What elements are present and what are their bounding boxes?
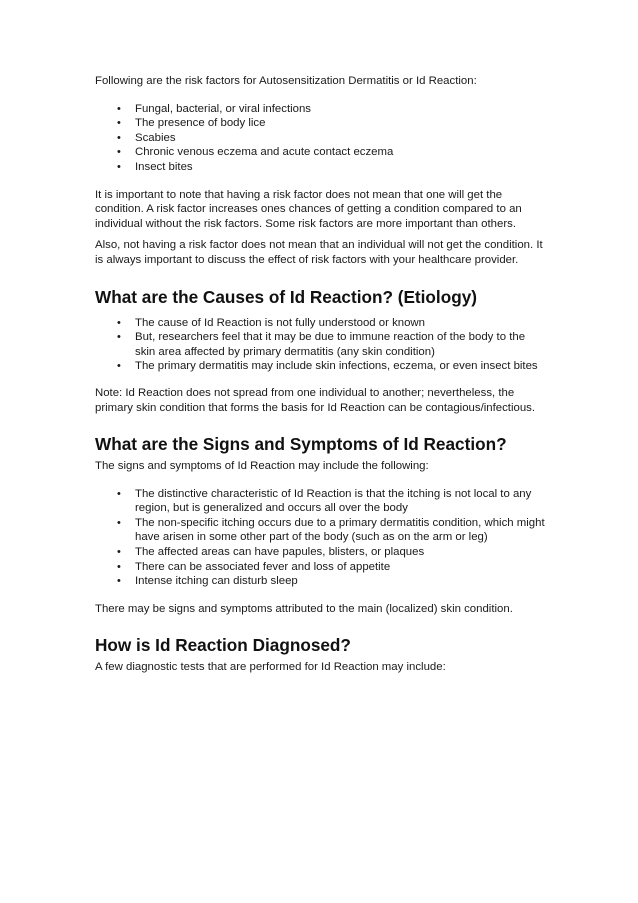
list-item: • Intense itching can disturb sleep (95, 574, 545, 589)
list-item: • Scabies (95, 131, 545, 146)
symptoms-list (95, 487, 545, 589)
list-item: • Chronic venous eczema and acute contact eczema (95, 145, 545, 160)
causes-note: Note: Id Reaction does not spread from one individual to another; nevertheless, the primary skin condition that forms the basis for Id Reaction can be contagious/infectious. (95, 386, 536, 414)
section-heading-symptoms: What are the Signs and Symptoms of Id Reaction? (95, 434, 507, 455)
symptoms-note: There may be signs and symptoms attributed to the main (localized) skin condition. (95, 602, 513, 615)
risk-note-paragraph: It is important to note that having a risk factor does not mean that one will get the condition. A risk factor increases ones chances of getting a condition compared to an individual without the risk factors. Some risk factors are more important than others. (95, 188, 522, 230)
list-item: • The non-specific itching occurs due to a primary dermatitis condition, which might have arisen in some other part of the body (such as on the arm or leg) (95, 516, 545, 545)
causes-list (95, 316, 545, 374)
risk-intro: Following are the risk factors for Autosensitization Dermatitis or Id Reaction: (95, 75, 477, 87)
list-item: • The presence of body lice (95, 116, 545, 131)
list-item: • The distinctive characteristic of Id Reaction is that the itching is not local to any region, but is generalized and occurs all over the body (95, 487, 545, 516)
list-item: • Insect bites (95, 160, 545, 175)
diagnosis-intro: A few diagnostic tests that are performed for Id Reaction may include: (95, 661, 446, 674)
list-item: • The primary dermatitis may include skin infections, eczema, or even insect bites (95, 359, 545, 374)
list-item: • The cause of Id Reaction is not fully understood or known (95, 316, 545, 331)
list-item: • Fungal, bacterial, or viral infections (95, 102, 545, 117)
document-page (95, 74, 545, 675)
list-item: • There can be associated fever and loss of appetite (95, 560, 545, 575)
section-heading-causes: What are the Causes of Id Reaction? (Etiology) (95, 286, 477, 307)
symptoms-intro: The signs and symptoms of Id Reaction may include the following: (95, 460, 429, 473)
list-item: • The affected areas can have papules, blisters, or plaques (95, 545, 545, 560)
risk-factor-list (95, 102, 545, 175)
section-heading-diagnosis: How is Id Reaction Diagnosed? (95, 635, 351, 656)
risk-note-paragraph: Also, not having a risk factor does not mean that an individual will not get the condition. It is always important to discuss the effect of risk factors with your healthcare provider. (95, 239, 543, 266)
list-item: • But, researchers feel that it may be due to immune reaction of the body to the skin area affected by primary dermatitis (any skin condition) (95, 330, 545, 359)
